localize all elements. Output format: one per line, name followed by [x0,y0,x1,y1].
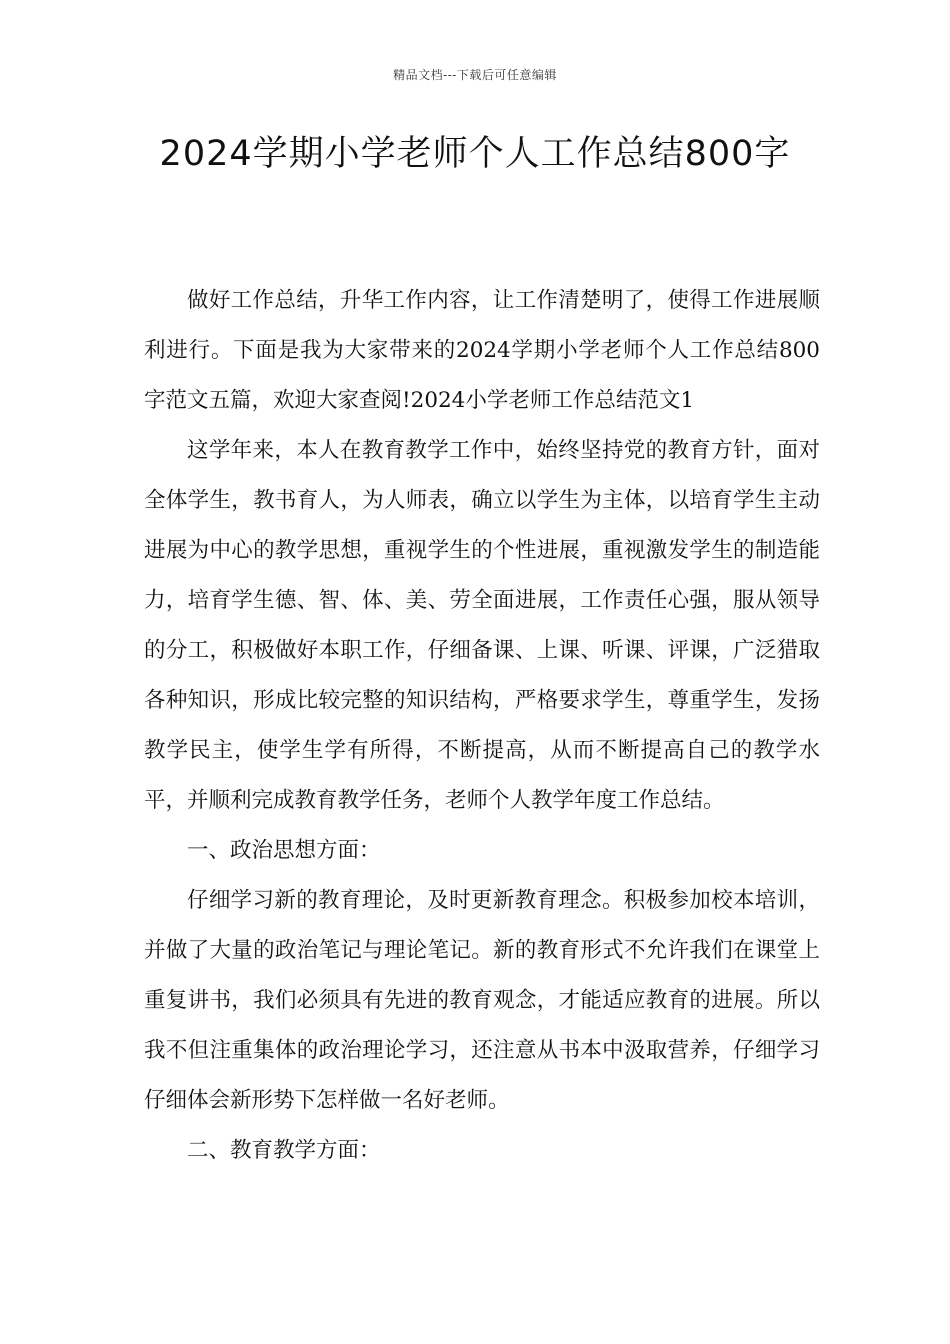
header-note: 精品文档---下载后可任意编辑 [393,68,557,82]
document-title: 2024学期小学老师个人工作总结800字 [159,134,791,174]
paragraph-intro: 做好工作总结，升华工作内容，让工作清楚明了，使得工作进展顺利进行。下面是我为大家带来的2024学期小学老师个人工作总结800字范文五篇，欢迎大家查阅!2024小学老师工作总结范文1 [144,288,820,413]
document-body [144,276,820,1176]
section-heading-politics: 一、政治思想方面： [187,838,381,863]
paragraph-summary: 这学年来，本人在教育教学工作中，始终坚持党的教育方针，面对全体学生，教书育人，为人师表，确立以学生为主体，以培育学生主动进展为中心的教学思想，重视学生的个性进展，重视激发学生的制造能力，培育学生德、智、体、美、劳全面进展，工作责任心强，服从领导的分工，积极做好本职工作，仔细备课、上课、听课、评课，广泛猎取各种知识，形成比较完整的知识结构，严格要求学生，尊重学生，发扬教学民主，使学生学有所得，不断提高，从而不断提高自己的教学水平，并顺利完成教育教学任务，老师个人教学年度工作总结。 [144,438,820,813]
paragraph-politics: 仔细学习新的教育理论，及时更新教育理念。积极参加校本培训，并做了大量的政治笔记与理论笔记。新的教育形式不允许我们在课堂上重复讲书，我们必须具有先进的教育观念，才能适应教育的进展。所以我不但注重集体的政治理论学习，还注意从书本中汲取营养，仔细学习仔细体会新形势下怎样做一名好老师。 [144,888,820,1113]
section-heading-teaching: 二、教育教学方面： [187,1138,381,1163]
